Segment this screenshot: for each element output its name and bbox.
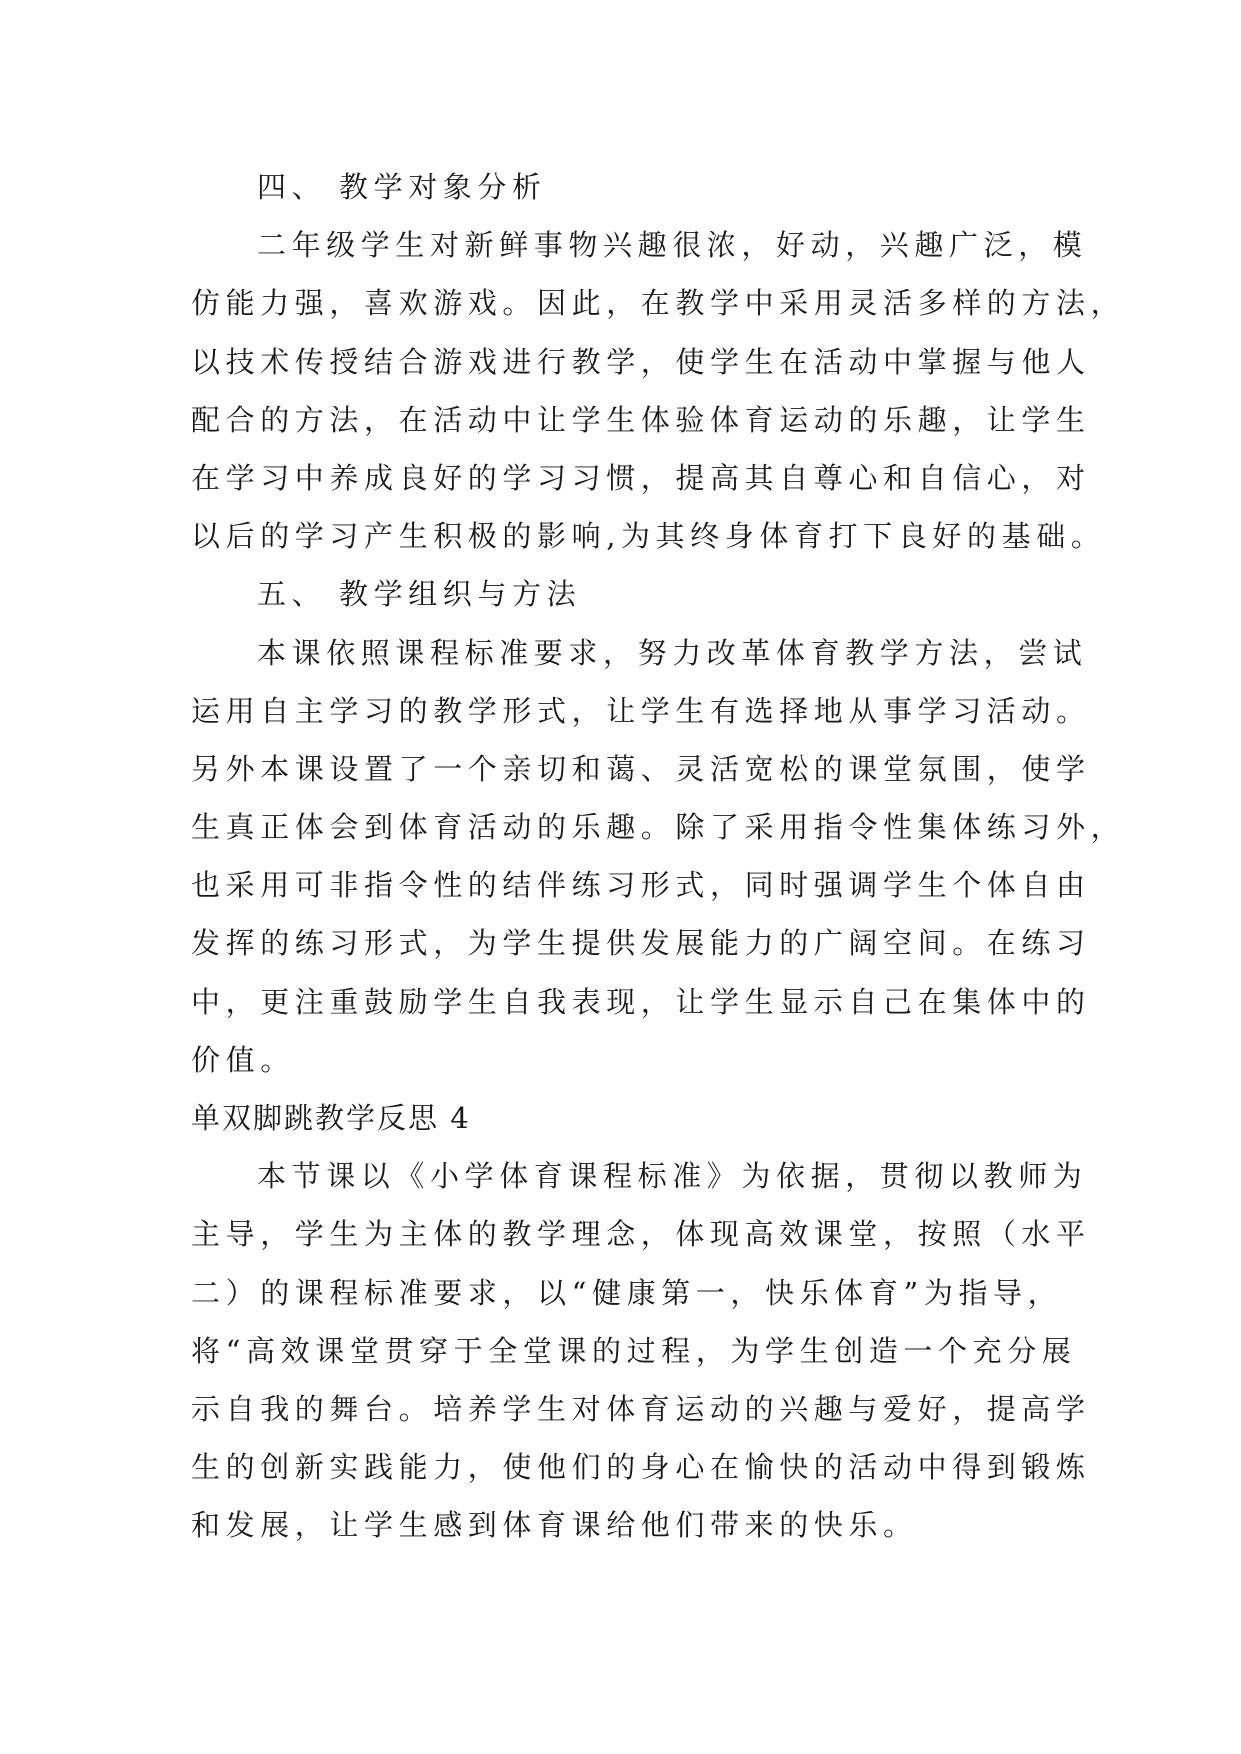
section-4-line: 以技术传授结合游戏进行教学，使学生在活动中掌握与他人 [191,344,1091,379]
reflection-4-line: 将“高效课堂贯穿于全堂课的过程，为学生创造一个充分展 [191,1333,1077,1368]
section-5-line: 生真正体会到体育活动的乐趣。除了采用指令性集体练习外， [191,810,1126,845]
reflection-4-line: 示自我的舞台。培养学生对体育运动的兴趣与爱好，提高学 [191,1391,1091,1426]
reflection-4-line: 二）的课程标准要求，以“健康第一，快乐体育”为指导， [191,1275,1063,1310]
section-5-body [191,624,1126,1090]
section-4-line: 配合的方法，在活动中让学生体验体育运动的乐趣，让学生 [191,402,1091,437]
reflection-4-title: 单双脚跳教学反思 4 [191,1101,471,1135]
section-4-line: 二年级学生对新鲜事物兴趣很浓，好动，兴趣广泛，模 [257,228,1088,263]
section-5-heading [191,565,1061,623]
section-4-title: 教学对象分析 [339,170,547,204]
section-5-line: 发挥的练习形式，为学生提供发展能力的广阔空间。在练习 [191,926,1091,961]
section-4-heading [191,158,1061,216]
section-5-title: 教学组织与方法 [339,577,582,612]
section-5-line: 中，更注重鼓励学生自我表现，让学生显示自己在集体中的 [191,984,1091,1019]
reflection-4-line: 生的创新实践能力，使他们的身心在愉快的活动中得到锻炼 [191,1450,1091,1485]
section-5-line: 价值。 [191,1042,295,1077]
section-4-body [191,216,1126,565]
section-4-line: 仿能力强，喜欢游戏。因此，在教学中采用灵活多样的方法， [191,286,1126,321]
section-5-line: 本课依照课程标准要求，努力改革体育教学方法，尝试 [257,635,1088,670]
reflection-4-line: 本节课以《小学体育课程标准》为依据，贯彻以教师为 [257,1159,1088,1194]
section-4-line: 在学习中养成良好的学习习惯，提高其自尊心和自信心，对 [191,460,1091,495]
section-5-line: 也采用可非指令性的结伴练习形式，同时强调学生个体自由 [191,868,1091,903]
section-5-number: 五、 [257,577,327,612]
document-page [191,158,1126,1555]
section-5-line: 另外本课设置了一个亲切和蔼、灵活宽松的课堂氛围，使学 [191,751,1091,786]
reflection-4-body [191,1147,1091,1554]
section-5-line: 运用自主学习的教学形式，让学生有选择地从事学习活动。 [191,693,1091,728]
reflection-4-line: 和发展，让学生感到体育课给他们带来的快乐。 [191,1508,918,1543]
section-4-line: 以后的学习产生积极的影响,为其终身体育打下良好的基础。 [191,519,1106,554]
reflection-4-line: 主导，学生为主体的教学理念，体现高效课堂，按照（水平 [191,1217,1091,1252]
section-4-number: 四、 [257,170,327,204]
